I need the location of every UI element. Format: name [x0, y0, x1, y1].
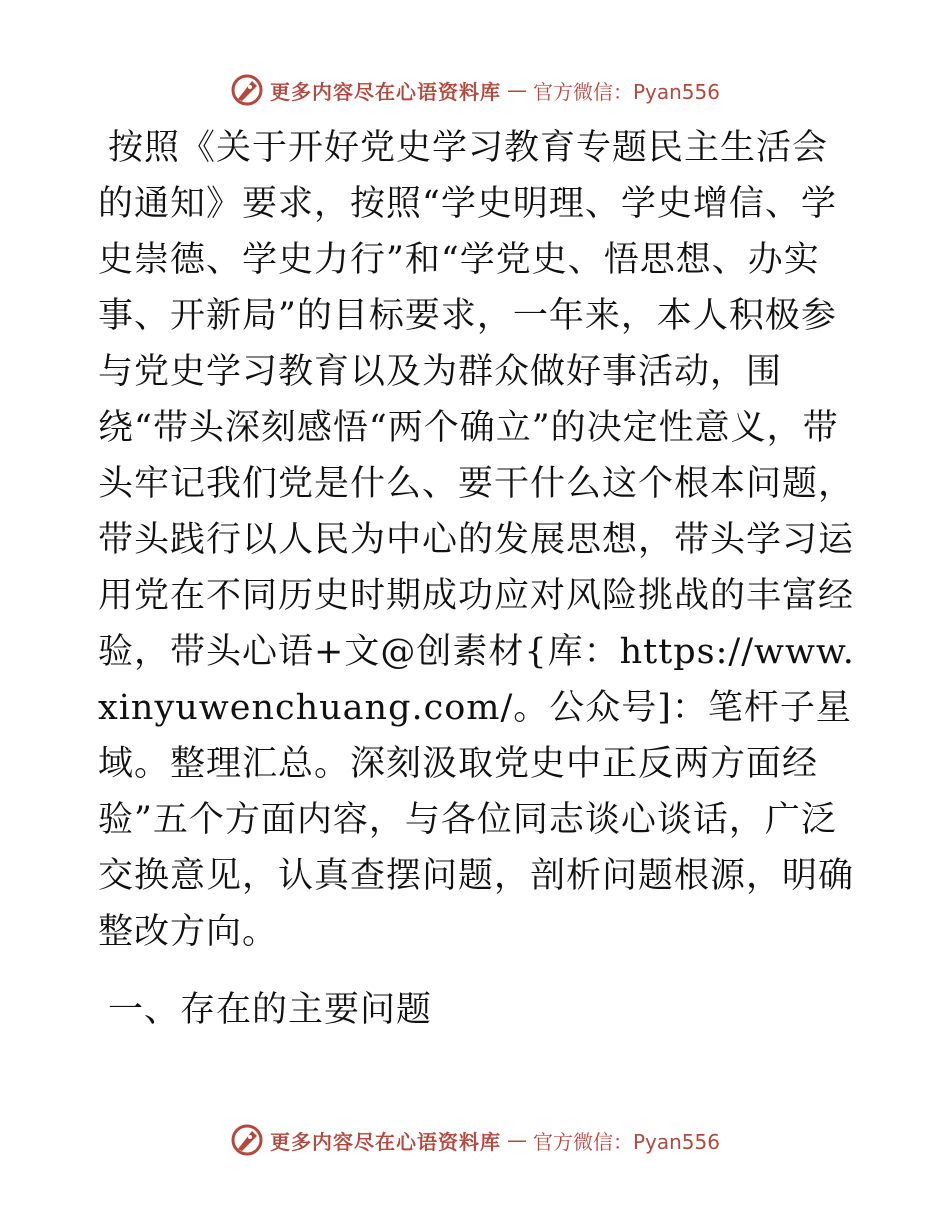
document-body [98, 120, 858, 1038]
banner-title: 更多内容尽在心语资料库 [269, 1129, 501, 1154]
banner-wechat: 官方微信：Pyan556 [532, 1129, 720, 1154]
banner-separator: — [506, 1128, 527, 1152]
section-heading: 一、存在的主要问题 [108, 990, 433, 1030]
header-banner [0, 70, 950, 110]
pen-nib-logo-icon [230, 73, 264, 107]
pen-nib-logo-icon [230, 1123, 264, 1157]
banner-wechat: 官方微信：Pyan556 [532, 79, 720, 104]
footer-banner [0, 1120, 950, 1160]
banner-separator: — [506, 78, 527, 102]
body-paragraph: 按照《关于开好党史学习教育专题民主生活会的通知》要求，按照“学史明理、学史增信、学史崇德、学史力行”和“学党史、悟思想、办实事、开新局”的目标要求，一年来，本人积极参与党史学习教育以及为群众做好事活动，围绕“带头深刻感悟“两个确立”的决定性意义，带头牢记我们党是什么、要干什么这个根本问题，带头践行以人民为中心的发展思想，带头学习运用党在不同历史时期成功应对风险挑战的丰富经验，带头心语+文@创素材{库：https://www.xinyuwenchuang.com/。公众号]：笔杆子星域。整理汇总。深刻汲取党史中正反两方面经验”五个方面内容，与各位同志谈心谈话，广泛交换意见，认真查摆问题，剖析问题根源，明确整改方向。 [98, 128, 855, 952]
banner-title: 更多内容尽在心语资料库 [269, 79, 501, 104]
